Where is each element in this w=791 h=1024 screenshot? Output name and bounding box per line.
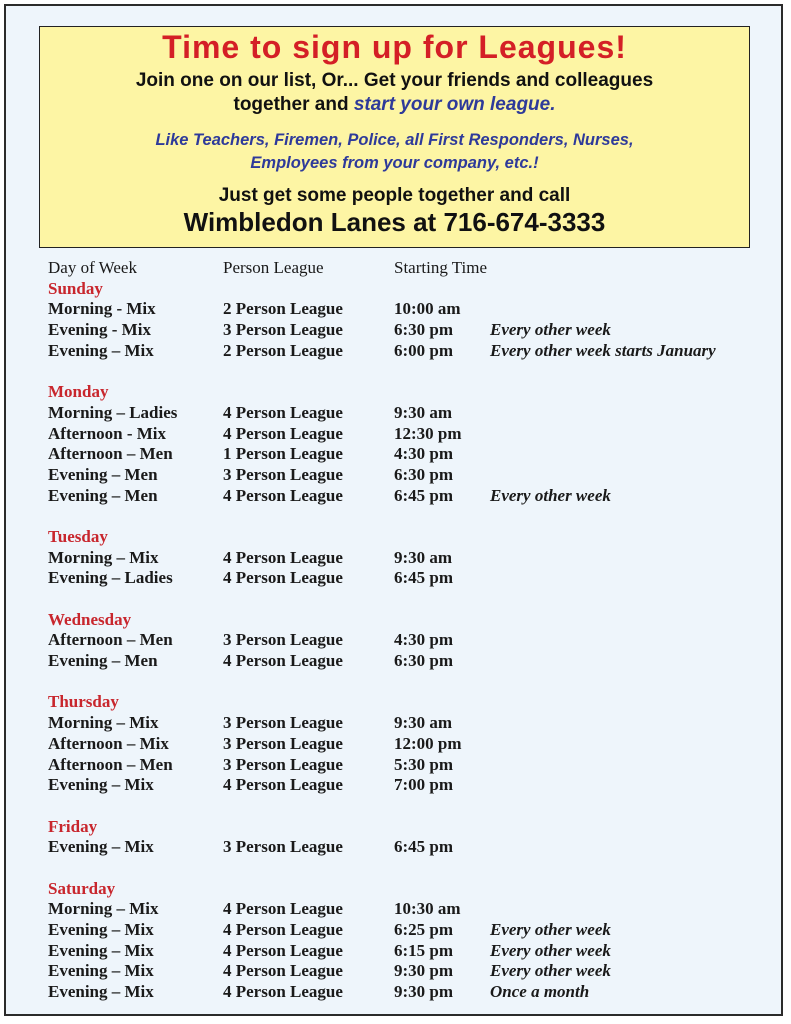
league-start-time: 7:00 pm: [394, 775, 454, 795]
league-size: 4 Person League: [223, 547, 343, 567]
league-size: 4 Person League: [223, 982, 343, 1002]
start-own-league-text: start your own league.: [353, 94, 556, 115]
header-time: Starting Time: [394, 258, 488, 277]
league-note: Every other week: [490, 320, 611, 340]
league-start-time: 6:30 pm: [394, 651, 454, 671]
league-start-time: 6:15 pm: [394, 940, 454, 960]
league-start-time: 12:30 pm: [394, 423, 462, 443]
league-size: 4 Person League: [223, 423, 343, 443]
examples-line-1: Like Teachers, Firemen, Police, all First Responders, Nurses,: [155, 131, 634, 149]
league-size: 3 Person League: [223, 837, 343, 857]
league-size: 4 Person League: [223, 961, 343, 981]
signup-banner: [39, 26, 750, 248]
league-note: Every other week: [490, 961, 611, 981]
league-session: Evening – Men: [48, 651, 158, 671]
league-session: Evening – Mix: [48, 961, 154, 981]
league-session: Evening - Mix: [48, 320, 151, 340]
league-note: Every other week: [490, 940, 611, 960]
league-start-time: 12:00 pm: [394, 733, 462, 753]
league-size: 4 Person League: [223, 651, 343, 671]
league-note: Every other week: [490, 485, 611, 505]
day-name: Sunday: [48, 278, 103, 298]
league-start-time: 6:30 pm: [394, 464, 454, 484]
league-start-time: 4:30 pm: [394, 444, 454, 464]
day-name: Friday: [48, 816, 98, 836]
league-start-time: 9:30 am: [394, 713, 453, 733]
league-size: 4 Person League: [223, 920, 343, 939]
league-size: 3 Person League: [223, 630, 343, 650]
league-size: 4 Person League: [223, 775, 343, 795]
league-session: Evening – Mix: [48, 775, 154, 795]
banner-title: Time to sign up for Leagues!: [162, 29, 627, 65]
league-start-time: 10:30 am: [394, 899, 461, 919]
league-start-time: 6:25 pm: [394, 920, 454, 939]
league-note: Every other week: [490, 920, 611, 939]
league-session: Morning – Mix: [48, 547, 159, 567]
day-name: Tuesday: [48, 526, 108, 546]
banner-line-2-plain: together and: [233, 94, 354, 115]
league-session: Morning – Mix: [48, 713, 159, 733]
league-size: 3 Person League: [223, 464, 343, 484]
phone-line: Wimbledon Lanes at 716-674-3333: [183, 207, 606, 237]
league-session: Evening – Mix: [48, 837, 154, 857]
league-session: Afternoon – Men: [48, 630, 173, 650]
league-start-time: 10:00 am: [394, 299, 461, 319]
day-name: Wednesday: [48, 609, 132, 629]
day-name: Saturday: [48, 878, 116, 898]
league-size: 4 Person League: [223, 402, 343, 422]
league-session: Morning - Mix: [48, 299, 156, 319]
league-start-time: 6:30 pm: [394, 320, 454, 340]
flyer-page: [4, 4, 783, 1016]
league-session: Evening – Men: [48, 485, 158, 505]
examples-line-2: Employees from your company, etc.!: [250, 154, 539, 172]
league-note: Every other week starts January: [490, 340, 716, 360]
league-size: 4 Person League: [223, 485, 343, 505]
league-session: Evening – Mix: [48, 982, 154, 1002]
call-line: Just get some people together and call: [218, 185, 571, 206]
banner-line-2: [40, 93, 749, 116]
league-start-time: 9:30 pm: [394, 982, 454, 1002]
league-size: 4 Person League: [223, 899, 343, 919]
league-size: 3 Person League: [223, 754, 343, 774]
league-session: Afternoon – Men: [48, 444, 173, 464]
banner-line-1: Join one on our list, Or... Get your friends and colleagues: [135, 70, 654, 91]
league-size: 1 Person League: [223, 444, 343, 464]
league-session: Morning – Ladies: [48, 402, 178, 422]
league-session: Evening – Men: [48, 464, 158, 484]
league-session: Evening – Mix: [48, 920, 154, 939]
league-note: Once a month: [490, 982, 590, 1002]
league-size: 3 Person League: [223, 733, 343, 753]
league-size: 2 Person League: [223, 299, 343, 319]
league-start-time: 9:30 pm: [394, 961, 454, 981]
league-session: Afternoon – Mix: [48, 733, 169, 753]
day-name: Thursday: [48, 692, 119, 712]
league-size: 4 Person League: [223, 940, 343, 960]
league-start-time: 6:45 pm: [394, 485, 454, 505]
league-session: Morning – Mix: [48, 899, 159, 919]
league-size: 3 Person League: [223, 320, 343, 340]
league-start-time: 6:45 pm: [394, 837, 454, 857]
league-session: Evening – Mix: [48, 340, 154, 360]
league-start-time: 6:45 pm: [394, 568, 454, 588]
league-size: 4 Person League: [223, 568, 343, 588]
league-session: Evening – Ladies: [48, 568, 173, 588]
league-start-time: 9:30 am: [394, 547, 453, 567]
header-day: Day of Week: [48, 258, 137, 277]
day-name: Monday: [48, 382, 109, 402]
league-session: Afternoon – Men: [48, 754, 173, 774]
league-session: Evening – Mix: [48, 940, 154, 960]
league-start-time: 5:30 pm: [394, 754, 454, 774]
league-start-time: 6:00 pm: [394, 340, 454, 360]
league-start-time: 4:30 pm: [394, 630, 454, 650]
league-start-time: 9:30 am: [394, 402, 453, 422]
league-session: Afternoon - Mix: [48, 423, 167, 443]
league-size: 2 Person League: [223, 340, 343, 360]
header-league: Person League: [223, 258, 324, 277]
league-size: 3 Person League: [223, 713, 343, 733]
